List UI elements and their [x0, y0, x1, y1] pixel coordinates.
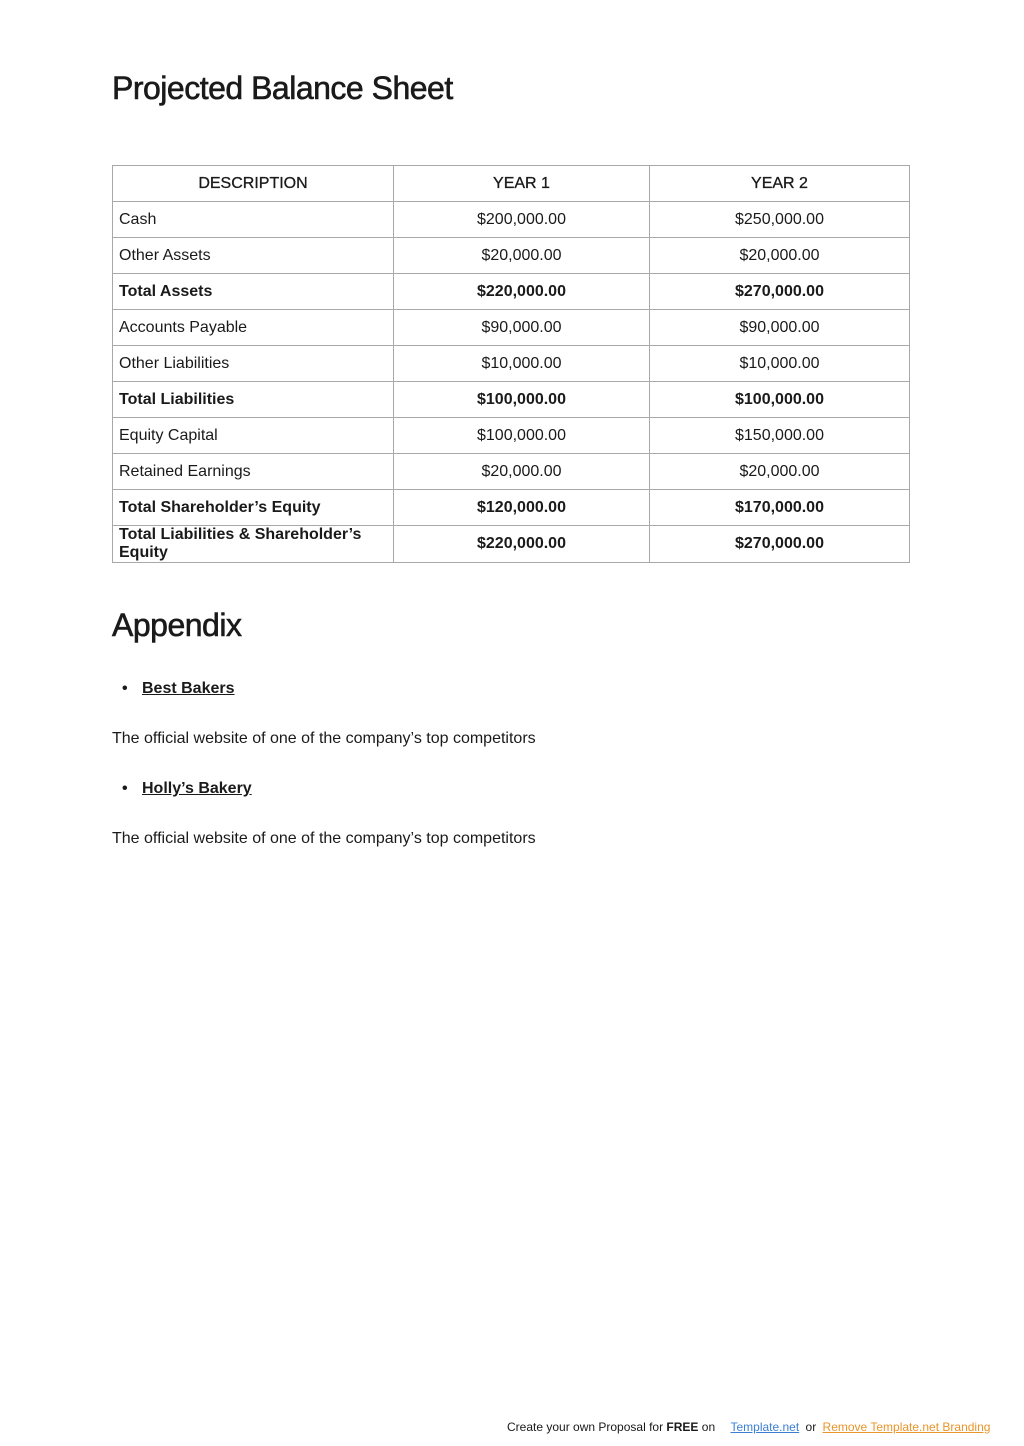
year1-value: $100,000.00	[394, 382, 650, 418]
row-label: Cash	[113, 202, 394, 238]
row-label: Other Liabilities	[113, 346, 394, 382]
appendix-description: The official website of one of the company’s top competitors	[112, 830, 536, 847]
remove-branding-link[interactable]: Remove Template.net Branding	[822, 1420, 991, 1434]
footer-or: or	[805, 1420, 817, 1434]
year1-value: $90,000.00	[394, 310, 650, 346]
table-row	[113, 202, 910, 238]
footer-branding	[507, 1420, 990, 1434]
year2-value: $150,000.00	[650, 418, 910, 454]
table-row	[113, 274, 910, 310]
year2-value: $90,000.00	[650, 310, 910, 346]
table-header-row	[113, 166, 910, 202]
table-row	[113, 238, 910, 274]
table-row	[113, 382, 910, 418]
row-label: Other Assets	[113, 238, 394, 274]
page-title: Projected Balance Sheet	[112, 70, 453, 106]
year1-value: $10,000.00	[394, 346, 650, 382]
year1-value: $220,000.00	[394, 526, 650, 563]
table-row	[113, 310, 910, 346]
row-label: Accounts Payable	[113, 310, 394, 346]
table-row	[113, 346, 910, 382]
row-label: Total Liabilities & Shareholder’s Equity	[113, 526, 394, 563]
year2-value: $250,000.00	[650, 202, 910, 238]
column-header-year1: YEAR 1	[394, 166, 650, 202]
table-row	[113, 490, 910, 526]
row-label: Total Assets	[113, 274, 394, 310]
year2-value: $20,000.00	[650, 238, 910, 274]
column-header-year2: YEAR 2	[650, 166, 910, 202]
appendix-description: The official website of one of the company’s top competitors	[112, 730, 536, 747]
row-label: Total Shareholder’s Equity	[113, 490, 394, 526]
row-label: Total Liabilities	[113, 382, 394, 418]
row-label: Retained Earnings	[113, 454, 394, 490]
year1-value: $120,000.00	[394, 490, 650, 526]
template-net-link[interactable]: Template.net	[730, 1420, 800, 1434]
year1-value: $100,000.00	[394, 418, 650, 454]
best-bakers-link[interactable]: • Best Bakers	[142, 680, 235, 698]
year2-value: $10,000.00	[650, 346, 910, 382]
year2-value: $270,000.00	[650, 274, 910, 310]
year1-value: $220,000.00	[394, 274, 650, 310]
year2-value: $100,000.00	[650, 382, 910, 418]
year2-value: $20,000.00	[650, 454, 910, 490]
year1-value: $20,000.00	[394, 454, 650, 490]
footer-on: on	[698, 1420, 716, 1434]
balance-sheet-table	[112, 165, 910, 563]
year1-value: $200,000.00	[394, 202, 650, 238]
table-row	[113, 418, 910, 454]
year2-value: $170,000.00	[650, 490, 910, 526]
footer-free: FREE	[666, 1420, 699, 1434]
year2-value: $270,000.00	[650, 526, 910, 563]
appendix-heading: Appendix	[112, 607, 242, 643]
column-header-description: DESCRIPTION	[113, 166, 394, 202]
table-row	[113, 526, 910, 563]
year1-value: $20,000.00	[394, 238, 650, 274]
row-label: Equity Capital	[113, 418, 394, 454]
table-row	[113, 454, 910, 490]
footer-text: Create your own Proposal for	[507, 1420, 667, 1434]
hollys-bakery-link[interactable]: • Holly’s Bakery	[142, 780, 252, 798]
